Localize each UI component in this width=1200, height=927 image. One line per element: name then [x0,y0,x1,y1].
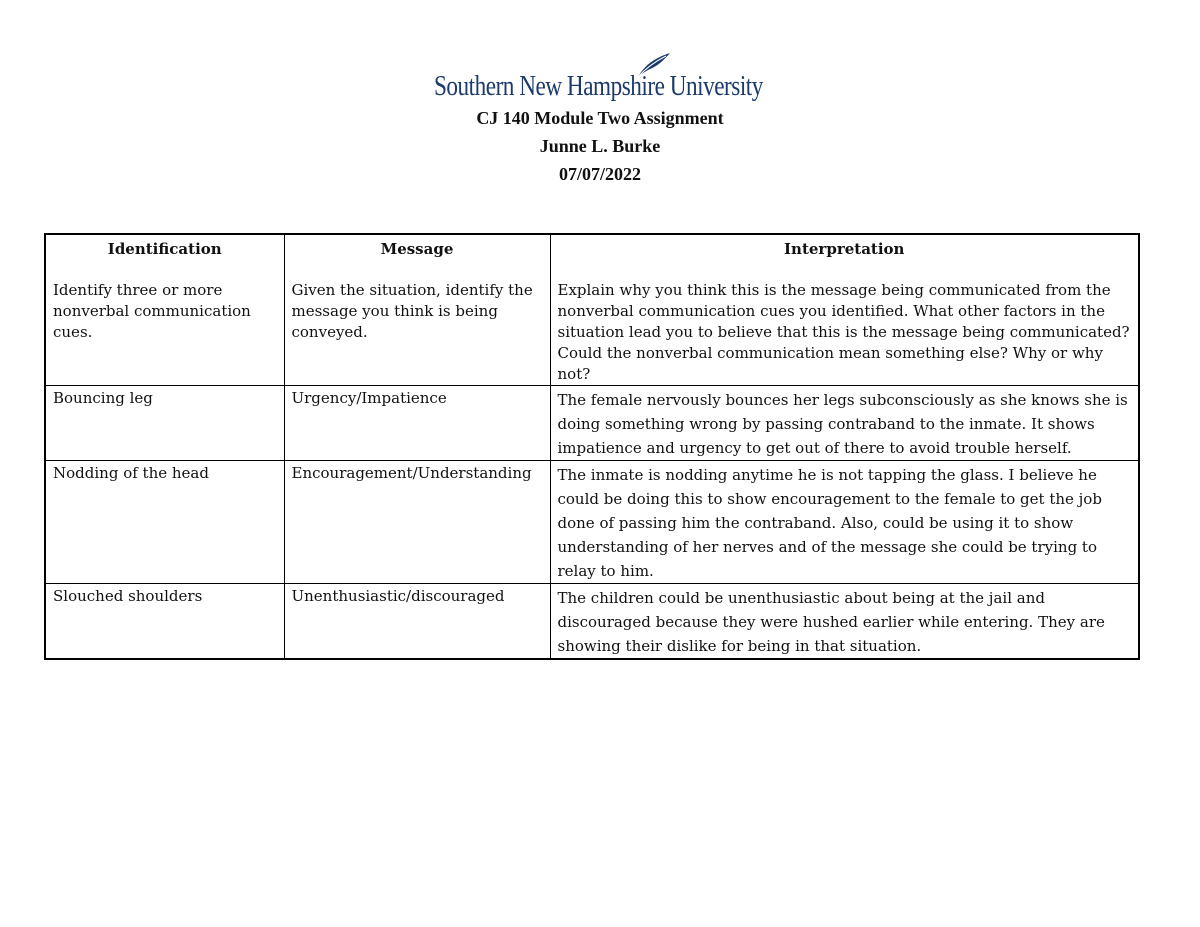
cue-cell: Nodding of the head [45,461,284,584]
quill-icon [636,52,672,78]
cue-cell: Slouched shoulders [45,584,284,660]
table-row [45,584,1139,660]
interpretation-cell: The children could be unenthusiastic about being at the jail and discouraged because they were hushed earlier while entering. They are showing their dislike for being in that situation. [550,584,1139,660]
interpretation-title: Interpretation [784,240,905,258]
message-header [284,234,550,386]
message-title: Message [380,240,454,258]
table-row [45,386,1139,461]
interpretation-cell: The inmate is nodding anytime he is not tapping the glass. I believe he could be doing this to show encouragement to the female to get the job done of passing him the contraband. Also, could be using it to show understanding of her nerves and of the message she could be trying to relay to him. [550,461,1139,584]
university-logo [434,52,769,102]
table-row [45,461,1139,584]
message-cell: Unenthusiastic/discouraged [284,584,550,660]
author-name: Junne L. Burke [539,136,661,156]
table-header-row [45,234,1139,386]
message-cell: Encouragement/Understanding [284,461,550,584]
identification-title: Identification [107,240,222,258]
identification-prompt: Identify three or more nonverbal communication cues. [53,281,251,341]
message-cell: Urgency/Impatience [284,386,550,461]
assignment-title: CJ 140 Module Two Assignment [476,108,724,128]
message-prompt: Given the situation, identify the message you think is being conveyed. [291,281,533,341]
communication-cues-table [44,233,1140,660]
cue-cell: Bouncing leg [45,386,284,461]
interpretation-header [550,234,1139,386]
assignment-date: 07/07/2022 [558,164,641,184]
interpretation-prompt: Explain why you think this is the message being communicated from the nonverbal communication cues you identified. What other factors in the situation lead you to believe that this is the message being communicated? Could the nonverbal communication mean something else? Why or why not? [557,281,1130,383]
identification-header [45,234,284,386]
interpretation-cell: The female nervously bounces her legs subconsciously as she knows she is doing something wrong by passing contraband to the inmate. It shows impatience and urgency to get out of there to avoid trouble herself. [550,386,1139,461]
logo-text: Southern New Hampshire University [434,70,763,102]
